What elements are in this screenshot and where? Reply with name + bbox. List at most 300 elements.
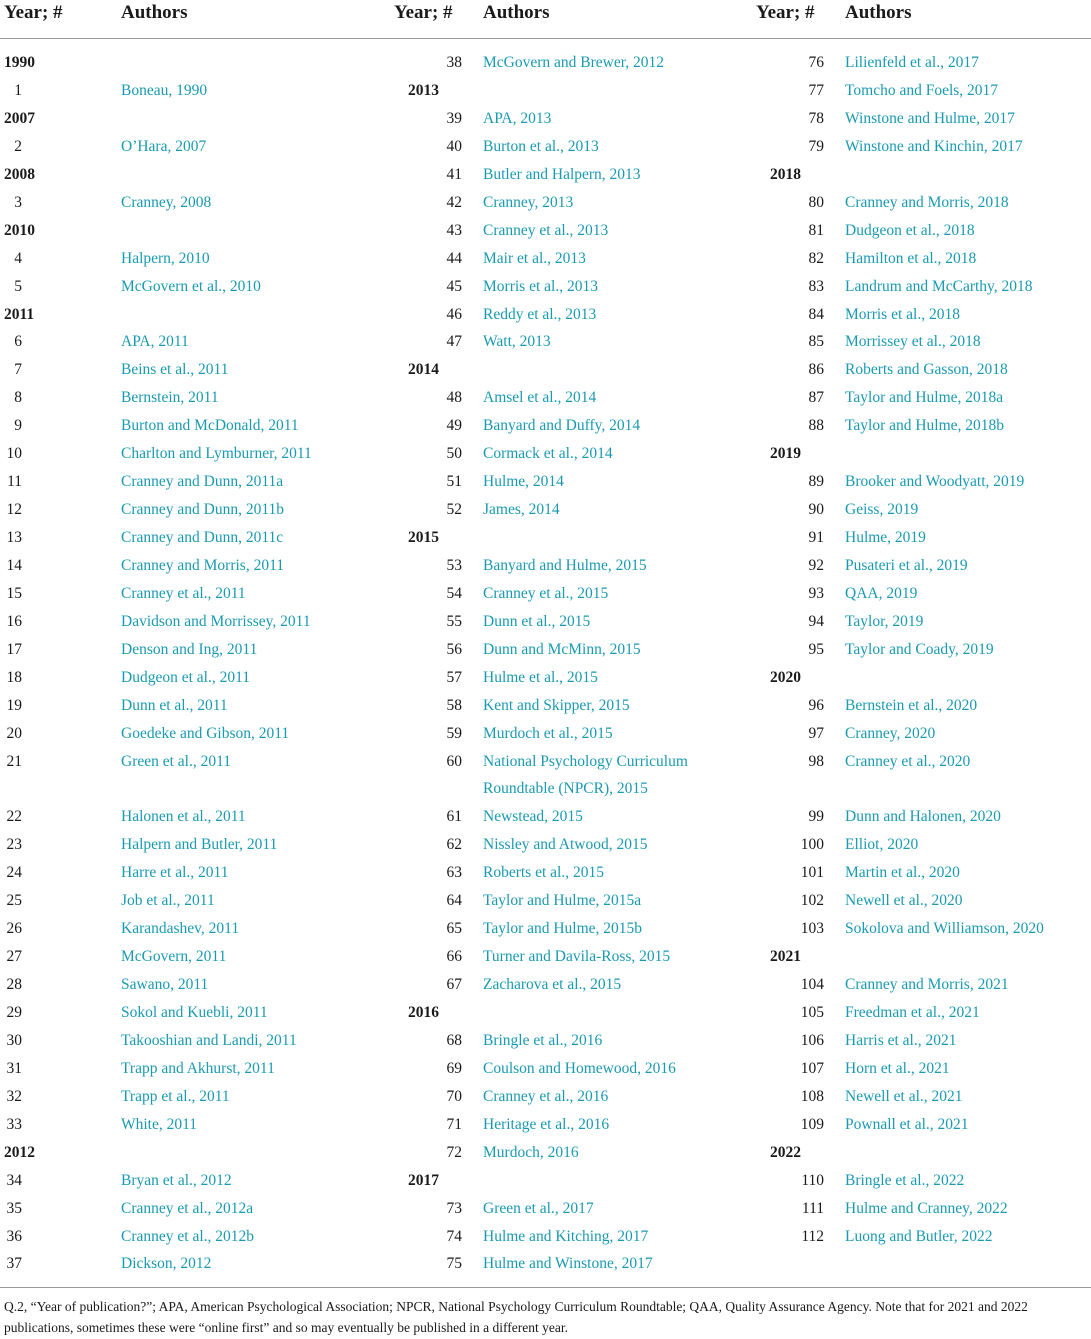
year-label: 2015 (408, 529, 439, 546)
year-label: 2007 (4, 109, 35, 127)
author-citation-link[interactable]: Taylor and Hulme, 2015b (483, 920, 643, 938)
author-citation-link[interactable]: Davidson and Morrissey, 2011 (121, 612, 311, 630)
author-citation-link[interactable]: Denson and Ing, 2011 (121, 640, 258, 658)
table-row (362, 189, 724, 217)
author-citation-link[interactable]: Kent and Skipper, 2015 (483, 696, 630, 714)
table-row (724, 468, 1086, 496)
author-citation-link[interactable]: Sawano, 2011 (121, 976, 209, 993)
author-citation-link[interactable]: Karandashev, 2011 (121, 920, 240, 938)
year-group-row (0, 301, 362, 329)
table-row (362, 440, 724, 468)
year-header: Year; # (756, 2, 815, 23)
table-row (724, 1083, 1086, 1111)
author-citation-link[interactable]: Pownall et al., 2021 (845, 1115, 969, 1133)
year-group-row (724, 664, 1086, 692)
author-citation-link[interactable]: O’Hara, 2007 (121, 137, 207, 155)
table-row (724, 552, 1086, 580)
entry-number: 26 (6, 920, 22, 938)
year-group-row (0, 1139, 362, 1167)
entry-number: 16 (6, 612, 22, 630)
author-citation-link[interactable]: Takooshian and Landi, 2011 (121, 1031, 297, 1049)
author-citation-link[interactable]: Luong and Butler, 2022 (845, 1227, 993, 1245)
entry-number: 68 (446, 1031, 462, 1049)
author-citation-link[interactable]: Amsel et al., 2014 (483, 389, 597, 407)
author-citation-link[interactable]: Landrum and McCarthy, 2018 (845, 277, 1033, 295)
entry-number: 105 (800, 1004, 824, 1021)
table-row (724, 580, 1086, 608)
year-group-row (724, 440, 1086, 468)
table-row (724, 831, 1086, 859)
entry-number: 36 (6, 1227, 22, 1245)
author-citation-link[interactable]: Dunn et al., 2015 (483, 612, 591, 630)
author-citation-link[interactable]: Trapp et al., 2011 (121, 1087, 230, 1105)
entry-number: 95 (808, 640, 824, 658)
entry-number: 93 (808, 584, 824, 602)
entry-number: 85 (808, 333, 824, 351)
year-label: 2014 (408, 361, 439, 379)
author-citation-link[interactable]: Burton and McDonald, 2011 (121, 417, 299, 435)
year-label: 2016 (408, 1004, 439, 1021)
author-citation-link[interactable]: Dickson, 2012 (121, 1255, 212, 1273)
author-citation-link[interactable]: Taylor and Hulme, 2015a (483, 892, 642, 910)
author-citation-link[interactable]: Coulson and Homewood, 2016 (483, 1059, 676, 1077)
entry-number: 28 (6, 976, 22, 993)
table-row (0, 77, 362, 105)
table-row (0, 1111, 362, 1139)
table-row (724, 1111, 1086, 1139)
entry-number: 38 (446, 54, 462, 71)
entry-number: 67 (446, 976, 462, 993)
entry-number: 103 (800, 920, 824, 938)
entry-number: 72 (446, 1143, 462, 1161)
table-row (0, 915, 362, 943)
table-row (362, 720, 724, 748)
table-footer (0, 1287, 1091, 1339)
entry-number: 91 (808, 529, 824, 546)
table-row (0, 720, 362, 748)
author-citation-link[interactable]: Cranney, 2020 (845, 724, 936, 742)
entry-number: 94 (808, 612, 824, 630)
author-citation-link[interactable]: Newell et al., 2020 (845, 892, 963, 910)
author-citation-link[interactable]: Turner and Davila-Ross, 2015 (483, 948, 671, 966)
table-row (362, 803, 724, 831)
table-row (0, 356, 362, 384)
table-row (362, 273, 724, 301)
entry-number: 25 (6, 892, 22, 910)
entry-number: 33 (6, 1115, 22, 1133)
table-row (724, 999, 1086, 1027)
table-row (362, 775, 724, 803)
author-citation-link[interactable]: Hulme, 2014 (483, 473, 564, 491)
author-citation-link[interactable]: Butler and Halpern, 2013 (483, 165, 641, 183)
author-citation-link[interactable]: Nissley and Atwood, 2015 (483, 836, 648, 854)
author-citation-link[interactable]: Cranney et al., 2015 (483, 584, 609, 602)
entry-number: 45 (446, 277, 462, 295)
entry-number: 89 (808, 473, 824, 491)
author-citation-link[interactable]: Taylor, 2019 (845, 612, 924, 630)
entry-number: 35 (6, 1199, 22, 1217)
table-row (0, 1083, 362, 1111)
table-row (724, 1027, 1086, 1055)
author-citation-link[interactable]: Hulme and Winstone, 2017 (483, 1255, 653, 1273)
author-citation-link[interactable]: Cranney and Morris, 2011 (121, 556, 285, 574)
year-group-row (362, 77, 724, 105)
entry-number: 1 (14, 81, 22, 99)
entry-number: 63 (446, 864, 462, 882)
entry-number: 97 (808, 724, 824, 742)
table-row (362, 384, 724, 412)
entry-number: 79 (808, 137, 824, 155)
entry-number: 14 (6, 556, 22, 574)
author-citation-link[interactable]: Halonen et al., 2011 (121, 808, 246, 826)
table-row (724, 859, 1086, 887)
table-row (0, 692, 362, 720)
author-citation-link[interactable]: Freedman et al., 2021 (845, 1004, 980, 1021)
entry-number: 96 (808, 696, 824, 714)
entry-number: 51 (446, 473, 462, 491)
entry-number: 59 (446, 724, 462, 742)
table-row (362, 608, 724, 636)
year-label: 2012 (4, 1143, 35, 1161)
author-citation-link[interactable]: Banyard and Duffy, 2014 (483, 417, 641, 435)
table-row (724, 1167, 1086, 1195)
author-citation-link[interactable]: Green et al., 2017 (483, 1199, 594, 1217)
author-citation-link[interactable]: Watt, 2013 (483, 333, 551, 351)
author-citation-link[interactable]: Halpern, 2010 (121, 249, 210, 267)
table-row (362, 1195, 724, 1223)
entry-number: 34 (6, 1171, 22, 1189)
entry-number: 29 (6, 1004, 22, 1021)
author-citation-link[interactable]: Murdoch et al., 2015 (483, 724, 613, 742)
table-row (0, 831, 362, 859)
entry-number: 20 (6, 724, 22, 742)
entry-number: 84 (808, 305, 824, 323)
table-row (0, 1250, 362, 1278)
author-citation-link[interactable]: Heritage et al., 2016 (483, 1115, 610, 1133)
entry-number: 109 (800, 1115, 824, 1133)
entry-number: 10 (6, 445, 22, 463)
author-citation-link[interactable]: Cranney et al., 2016 (483, 1087, 609, 1105)
table-row (0, 636, 362, 664)
entry-number: 75 (446, 1255, 462, 1273)
table-row (724, 608, 1086, 636)
table-row (724, 273, 1086, 301)
entry-number: 102 (800, 892, 824, 910)
author-citation-link[interactable]: Harre et al., 2011 (121, 864, 229, 882)
author-citation-link[interactable]: Banyard and Hulme, 2015 (483, 556, 647, 574)
entry-number: 87 (808, 389, 824, 407)
table-row (0, 664, 362, 692)
table-row (0, 273, 362, 301)
author-citation-link[interactable]: Taylor and Hulme, 2018a (845, 389, 1004, 407)
entry-number: 39 (446, 109, 462, 127)
table-row (724, 412, 1086, 440)
author-citation-link[interactable]: Newstead, 2015 (483, 808, 583, 826)
entry-number: 82 (808, 249, 824, 267)
table-row (724, 133, 1086, 161)
author-citation-link[interactable]: James, 2014 (483, 501, 560, 518)
table-row (362, 692, 724, 720)
author-citation-link[interactable]: Winstone and Hulme, 2017 (845, 109, 1015, 127)
author-citation-link[interactable]: Dunn et al., 2011 (121, 696, 228, 714)
table-row (362, 1250, 724, 1278)
authors-header: Authors (845, 2, 912, 23)
entry-number: 47 (446, 333, 462, 351)
author-citation-link[interactable]: White, 2011 (121, 1115, 198, 1133)
entry-number: 41 (446, 165, 462, 183)
table-row (724, 915, 1086, 943)
entry-number: 21 (6, 752, 22, 770)
entry-number: 13 (6, 529, 22, 546)
author-citation-link[interactable]: Cranney et al., 2012b (121, 1227, 255, 1245)
author-citation-link[interactable]: Roberts and Gasson, 2018 (845, 361, 1008, 379)
author-citation-link[interactable]: Burton et al., 2013 (483, 137, 599, 155)
entry-number: 17 (6, 640, 22, 658)
authors-header: Authors (121, 2, 188, 23)
table-row (362, 105, 724, 133)
table-row (362, 831, 724, 859)
entry-number: 44 (446, 249, 462, 267)
author-citation-link[interactable]: Charlton and Lymburner, 2011 (121, 445, 312, 463)
entry-number: 50 (446, 445, 462, 463)
entry-number: 99 (808, 808, 824, 826)
table-row (0, 524, 362, 552)
author-citation-link[interactable]: Winstone and Kinchin, 2017 (845, 137, 1023, 155)
year-label: 2021 (770, 948, 801, 966)
entry-number: 110 (801, 1171, 824, 1189)
author-citation-link[interactable]: McGovern and Brewer, 2012 (483, 54, 665, 71)
table-row (724, 748, 1086, 776)
author-citation-link[interactable]: Pusateri et al., 2019 (845, 556, 968, 574)
entry-number: 56 (446, 640, 462, 658)
entry-number: 98 (808, 752, 824, 770)
author-citation-link[interactable]: APA, 2013 (483, 109, 552, 127)
author-citation-link[interactable]: Mair et al., 2013 (483, 249, 586, 267)
year-group-row (724, 1139, 1086, 1167)
year-group-row (362, 999, 724, 1027)
table-row (362, 328, 724, 356)
entry-number: 19 (6, 696, 22, 714)
table-row (724, 49, 1086, 77)
year-label: 2020 (770, 668, 801, 686)
author-citation-link[interactable]: Harris et al., 2021 (845, 1031, 957, 1049)
author-citation-link[interactable]: Dudgeon et al., 2018 (845, 221, 975, 239)
author-citation-link[interactable]: Cranney et al., 2011 (121, 584, 246, 602)
table-row (724, 356, 1086, 384)
author-citation-link[interactable]: Zacharova et al., 2015 (483, 976, 622, 993)
entry-number: 27 (6, 948, 22, 966)
year-label: 2011 (4, 305, 35, 323)
author-citation-link[interactable]: Job et al., 2011 (121, 892, 215, 910)
entry-number: 5 (14, 277, 22, 295)
author-citation-link[interactable]: Cranney et al., 2012a (121, 1199, 254, 1217)
year-group-row (724, 943, 1086, 971)
author-citation-link[interactable]: Morris et al., 2018 (845, 305, 960, 323)
entry-number: 66 (446, 948, 462, 966)
entry-number: 69 (446, 1059, 462, 1077)
table-row (0, 468, 362, 496)
table-row (362, 1223, 724, 1251)
year-group-row (362, 1167, 724, 1195)
author-citation-link[interactable]: Tomcho and Foels, 2017 (845, 81, 999, 99)
entry-number: 71 (446, 1115, 462, 1133)
year-header: Year; # (4, 2, 63, 23)
entry-number: 65 (446, 920, 462, 938)
table-row (0, 887, 362, 915)
table-row (0, 943, 362, 971)
author-citation-link[interactable]: Cranney and Morris, 2018 (845, 193, 1009, 211)
author-citation-link[interactable]: Boneau, 1990 (121, 81, 208, 99)
table-row (724, 77, 1086, 105)
author-citation-link[interactable]: Geiss, 2019 (845, 501, 919, 518)
author-citation-link[interactable]: Elliot, 2020 (845, 836, 919, 854)
author-citation-link[interactable]: Bernstein, 2011 (121, 389, 219, 407)
year-label: 2019 (770, 445, 801, 463)
table-row (0, 608, 362, 636)
author-citation-link[interactable]: QAA, 2019 (845, 584, 918, 602)
author-citation-link[interactable]: McGovern, 2011 (121, 948, 227, 966)
entry-number: 74 (446, 1227, 462, 1245)
table-row (362, 664, 724, 692)
table-row (0, 580, 362, 608)
table-row (362, 859, 724, 887)
author-citation-link[interactable]: Cranney and Dunn, 2011a (121, 473, 284, 491)
table-row (724, 384, 1086, 412)
entry-number: 37 (6, 1255, 22, 1273)
entry-number: 53 (446, 556, 462, 574)
author-citation-link[interactable]: Cranney and Dunn, 2011b (121, 501, 285, 518)
entry-number: 62 (446, 836, 462, 854)
year-label: 1990 (4, 54, 35, 71)
author-citation-link[interactable]: Horn et al., 2021 (845, 1059, 950, 1077)
table-row (724, 636, 1086, 664)
year-group-row (0, 161, 362, 189)
author-citation-link[interactable]: Murdoch, 2016 (483, 1143, 579, 1161)
author-citation-link[interactable]: Bringle et al., 2022 (845, 1171, 965, 1189)
author-citation-link[interactable]: Hulme and Kitching, 2017 (483, 1227, 649, 1245)
author-citation-link[interactable]: Sokolova and Williamson, 2020 (845, 920, 1044, 938)
author-citation-link[interactable]: Morrissey et al., 2018 (845, 333, 981, 351)
table-row (362, 245, 724, 273)
entry-number: 2 (14, 137, 22, 155)
entry-number: 106 (800, 1031, 824, 1049)
author-citation-link[interactable]: Cranney, 2013 (483, 193, 574, 211)
author-citation-link[interactable]: Cranney and Morris, 2021 (845, 976, 1009, 993)
table-row (362, 636, 724, 664)
entry-number: 81 (808, 221, 824, 239)
entry-number: 4 (14, 249, 22, 267)
table-row (362, 748, 724, 776)
table-row (362, 1083, 724, 1111)
table-row (362, 1139, 724, 1167)
author-citation-link[interactable]: Taylor and Hulme, 2018b (845, 417, 1005, 435)
entry-number: 83 (808, 277, 824, 295)
table-row (362, 468, 724, 496)
year-label: 2018 (770, 165, 801, 183)
author-citation-link[interactable]: National Psychology Curriculum (483, 752, 688, 770)
entry-number: 90 (808, 501, 824, 518)
year-header: Year; # (394, 2, 453, 23)
table-row (0, 496, 362, 524)
table-row (0, 189, 362, 217)
author-citation-link[interactable]: Sokol and Kuebli, 2011 (121, 1004, 268, 1021)
entry-number: 15 (6, 584, 22, 602)
table-row (0, 999, 362, 1027)
author-citation-link[interactable]: McGovern et al., 2010 (121, 277, 261, 295)
table-row (724, 217, 1086, 245)
entry-number: 3 (14, 193, 22, 211)
entry-number: 6 (14, 333, 22, 351)
author-citation-link[interactable]: Martin et al., 2020 (845, 864, 960, 882)
author-citation-link[interactable]: Dunn and McMinn, 2015 (483, 640, 641, 658)
author-citation-link[interactable]: Hulme and Cranney, 2022 (845, 1199, 1008, 1217)
entry-number: 104 (800, 976, 824, 993)
author-citation-link[interactable]: Bringle et al., 2016 (483, 1031, 603, 1049)
table-row (0, 440, 362, 468)
author-citation-link[interactable]: Cranney et al., 2013 (483, 221, 609, 239)
author-citation-link[interactable]: Cranney et al., 2020 (845, 752, 971, 770)
table-row (0, 1223, 362, 1251)
entry-number: 73 (446, 1199, 462, 1217)
author-citation-link[interactable]: Taylor and Coady, 2019 (845, 640, 994, 658)
author-citation-link[interactable]: Dunn and Halonen, 2020 (845, 808, 1001, 826)
table-row (362, 161, 724, 189)
author-citation-link[interactable]: Bernstein et al., 2020 (845, 696, 978, 714)
table-row (724, 1055, 1086, 1083)
author-citation-link[interactable]: Newell et al., 2021 (845, 1087, 963, 1105)
author-citation-link[interactable]: Halpern and Butler, 2011 (121, 836, 278, 854)
author-citation-link[interactable]: Lilienfeld et al., 2017 (845, 54, 979, 71)
entry-number: 48 (446, 389, 462, 407)
entry-number: 23 (6, 836, 22, 854)
author-citation-link[interactable]: Roundtable (NPCR), 2015 (483, 780, 648, 798)
author-citation-link[interactable]: Hulme et al., 2015 (483, 668, 598, 686)
table-row (724, 887, 1086, 915)
author-citation-link[interactable]: Bryan et al., 2012 (121, 1171, 232, 1189)
author-citation-link[interactable]: Morris et al., 2013 (483, 277, 598, 295)
table-row (362, 1027, 724, 1055)
entry-number: 32 (6, 1087, 22, 1105)
entry-number: 30 (6, 1031, 22, 1049)
author-citation-link[interactable]: Reddy et al., 2013 (483, 305, 597, 323)
author-citation-link[interactable]: Hamilton et al., 2018 (845, 249, 977, 267)
table-row (362, 971, 724, 999)
author-citation-link[interactable]: Hulme, 2019 (845, 529, 926, 546)
table-row (0, 552, 362, 580)
table-row (0, 971, 362, 999)
author-citation-link[interactable]: Beins et al., 2011 (121, 361, 229, 379)
author-citation-link[interactable]: Trapp and Akhurst, 2011 (121, 1059, 275, 1077)
author-citation-link[interactable]: Cormack et al., 2014 (483, 445, 613, 463)
table-row (362, 1055, 724, 1083)
author-citation-link[interactable]: Dudgeon et al., 2011 (121, 668, 250, 686)
year-label: 2008 (4, 165, 35, 183)
author-citation-link[interactable]: APA, 2011 (121, 333, 189, 351)
author-citation-link[interactable]: Cranney and Dunn, 2011c (121, 529, 284, 546)
entry-number: 42 (446, 193, 462, 211)
entry-number: 9 (14, 417, 22, 435)
table-row (0, 1055, 362, 1083)
entry-number: 78 (808, 109, 824, 127)
author-citation-link[interactable]: Cranney, 2008 (121, 193, 212, 211)
author-citation-link[interactable]: Goedeke and Gibson, 2011 (121, 724, 290, 742)
table-row (362, 49, 724, 77)
year-label: 2022 (770, 1143, 801, 1161)
author-citation-link[interactable]: Brooker and Woodyatt, 2019 (845, 473, 1025, 491)
author-citation-link[interactable]: Green et al., 2011 (121, 752, 232, 770)
table-row (362, 1111, 724, 1139)
author-citation-link[interactable]: Roberts et al., 2015 (483, 864, 604, 882)
